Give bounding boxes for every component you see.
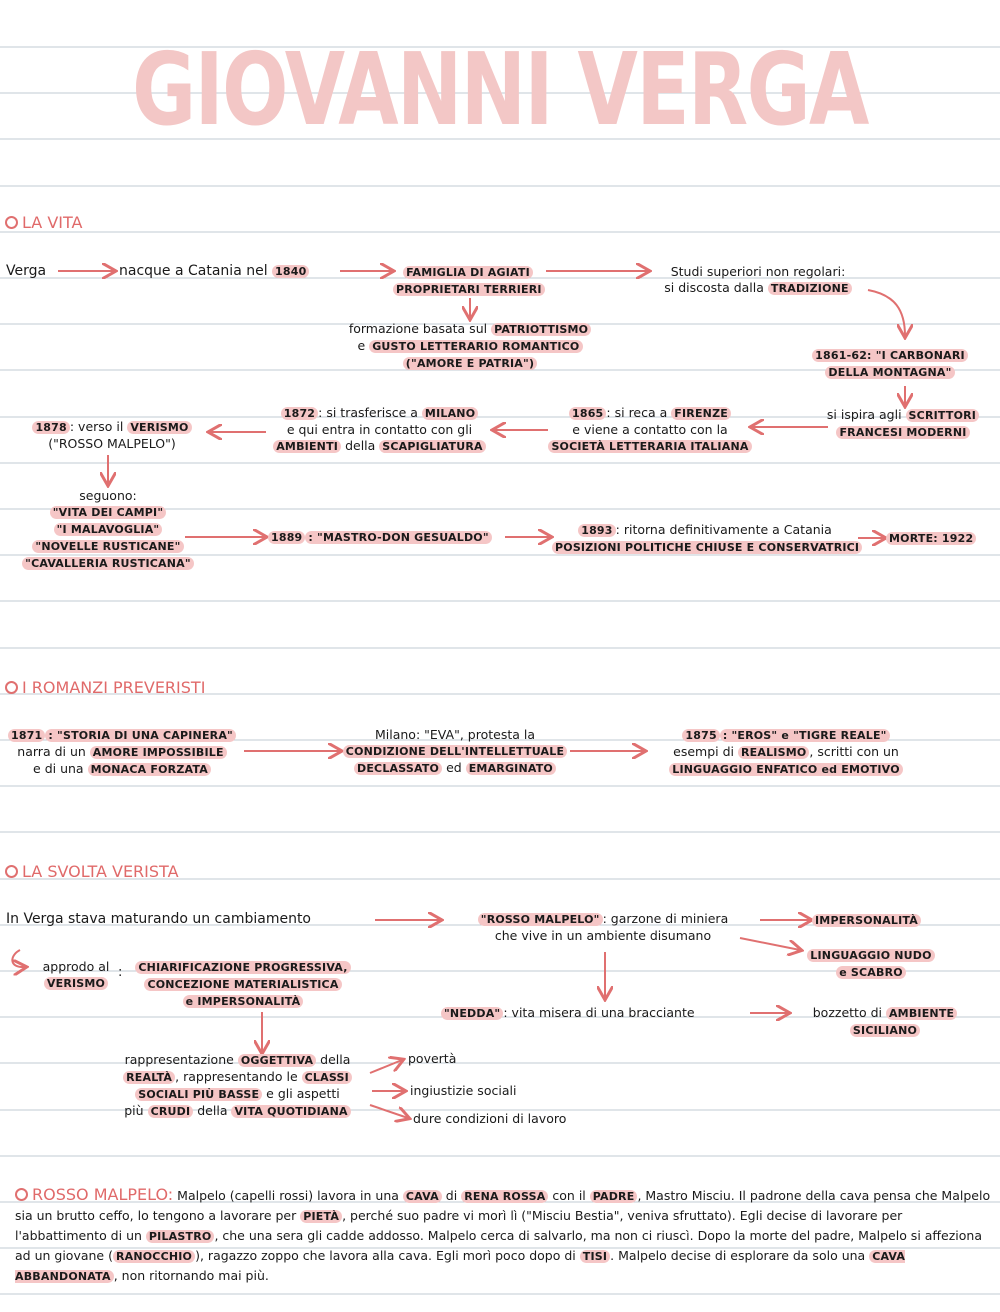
section-heading-romanzi: I ROMANZI PREVERISTI <box>5 678 205 698</box>
studies-node: Studi superiori non regolari: si discosta dalla TRADIZIONE <box>648 264 868 297</box>
florence-node: 1865 : si reca a FIRENZE e viene a contatto con la SOCIETÀ LETTERARIA ITALIANA <box>546 405 754 455</box>
gesualdo-node: 1889 : "MASTRO-DON GESUALDO" <box>268 529 492 546</box>
eros-node: 1875 : "EROS" e "TIGRE REALE" esempi di REALISMO , scritti con un LINGUAGGIO ENFATICO ed EMOTIVO <box>646 727 926 778</box>
representation-node: rappresentazione OGGETTIVA della REALTÀ , rappresentando le CLASSI SOCIALI PIÙ BASSE e gli aspetti più CRUDI della VITA QUOTIDIANA <box>124 1052 351 1118</box>
ingiustizie-node: ingiustizie sociali <box>410 1083 517 1098</box>
bullet-icon <box>5 681 18 694</box>
formation-node: formazione basata sul PATRIOTTISMO e GUSTO LETTERARIO ROMANTICO ("AMORE E PATRIA") <box>340 321 600 372</box>
following-works-node: seguono: "VITA DEI CAMPI" "I MALAVOGLIA" "NOVELLE RUSTICANE" "CAVALLERIA RUSTICANA" <box>18 488 198 572</box>
poverta-node: povertà <box>408 1051 457 1066</box>
rosso-malpelo-node: "ROSSO MALPELO" : garzone di miniera che vive in un ambiente disumano <box>443 911 763 944</box>
impersonalita-node: IMPERSONALITÀ <box>812 912 921 929</box>
verismo-traits-node: CHIARIFICAZIONE PROGRESSIVA, CONCEZIONE MATERIALISTICA e IMPERSONALITÀ <box>128 959 358 1010</box>
eva-node: Milano: "EVA", protesta la CONDIZIONE DELL'INTELLETTUALE DECLASSATO ed EMARGINATO <box>340 727 570 777</box>
return-catania-node: 1893 : ritorna definitivamente a Catania POSIZIONI POLITICHE CHIUSE E CONSERVATRICI <box>552 522 858 556</box>
section-heading-svolta: LA SVOLTA VERISTA <box>5 862 179 882</box>
bullet-icon <box>5 865 18 878</box>
colon-mark: : <box>118 965 123 980</box>
approdo-node: approdo al VERISMO <box>42 959 110 990</box>
bullet-icon <box>5 216 18 229</box>
milan-node: 1872 : si trasferisce a MILANO e qui entra in contatto con gli AMBIENTI della SCAPIGLIATURA <box>262 405 497 455</box>
bullet-icon <box>15 1188 28 1201</box>
rosso-malpelo-summary: ROSSO MALPELO: Malpelo (capelli rossi) lavora in una CAVA di RENA ROSSA con il PADRE , Mastro Misciu. Il padrone della cava pensa che Malpelo sia un brutto ceffo, lo tengono a lavorare per PIETÀ , perché suo padre vi morì lì ("Misciu Bestia", veniva sfruttato). Egli decise di lavorare per l'abbattimento di un PILASTRO , che una sera gli cadde addosso. Malpelo cerca di salvarlo, ma non ci riuscì. Dopo la morte del padre, Malpelo si affeziona ad un giovane ( RANOCCHIO ), ragazzo zoppo che lavora alla cava. Egli morì poco dopo di TISI . Malpelo decise di esplorare da solo una CAVA ABBANDONATA , non ritornando mai più. <box>15 1185 991 1283</box>
linguaggio-node: LINGUAGGIO NUDO e SCABRO <box>796 947 946 981</box>
dure-condizioni-node: dure condizioni di lavoro <box>413 1111 567 1126</box>
verismo-node: 1878 : verso il VERISMO ("ROSSO MALPELO") <box>22 419 202 452</box>
bozzetto-node: bozzetto di AMBIENTE SICILIANO <box>790 1005 980 1039</box>
nedda-node: "NEDDA" : vita misera di una bracciante <box>441 1005 695 1022</box>
change-node: In Verga stava maturando un cambiamento <box>6 911 311 927</box>
birth-node: nacque a Catania nel 1840 <box>119 263 309 280</box>
death-node: MORTE: 1922 <box>886 530 976 547</box>
french-writers-node: si ispira agli SCRITTORI FRANCESI MODERNI <box>818 407 988 441</box>
page-title: GIOVANNI VERGA <box>132 31 868 148</box>
carbonari-node: 1861-62: "I CARBONARI DELLA MONTAGNA" <box>800 347 980 381</box>
verga-node: Verga <box>6 263 47 279</box>
family-node: FAMIGLIA DI AGIATI PROPRIETARI TERRIERI <box>393 264 543 298</box>
capinera-node: 1871 : "STORIA DI UNA CAPINERA" narra di un AMORE IMPOSSIBILE e di una MONACA FORZATA <box>0 727 244 778</box>
section-heading-vita: LA VITA <box>5 213 82 233</box>
